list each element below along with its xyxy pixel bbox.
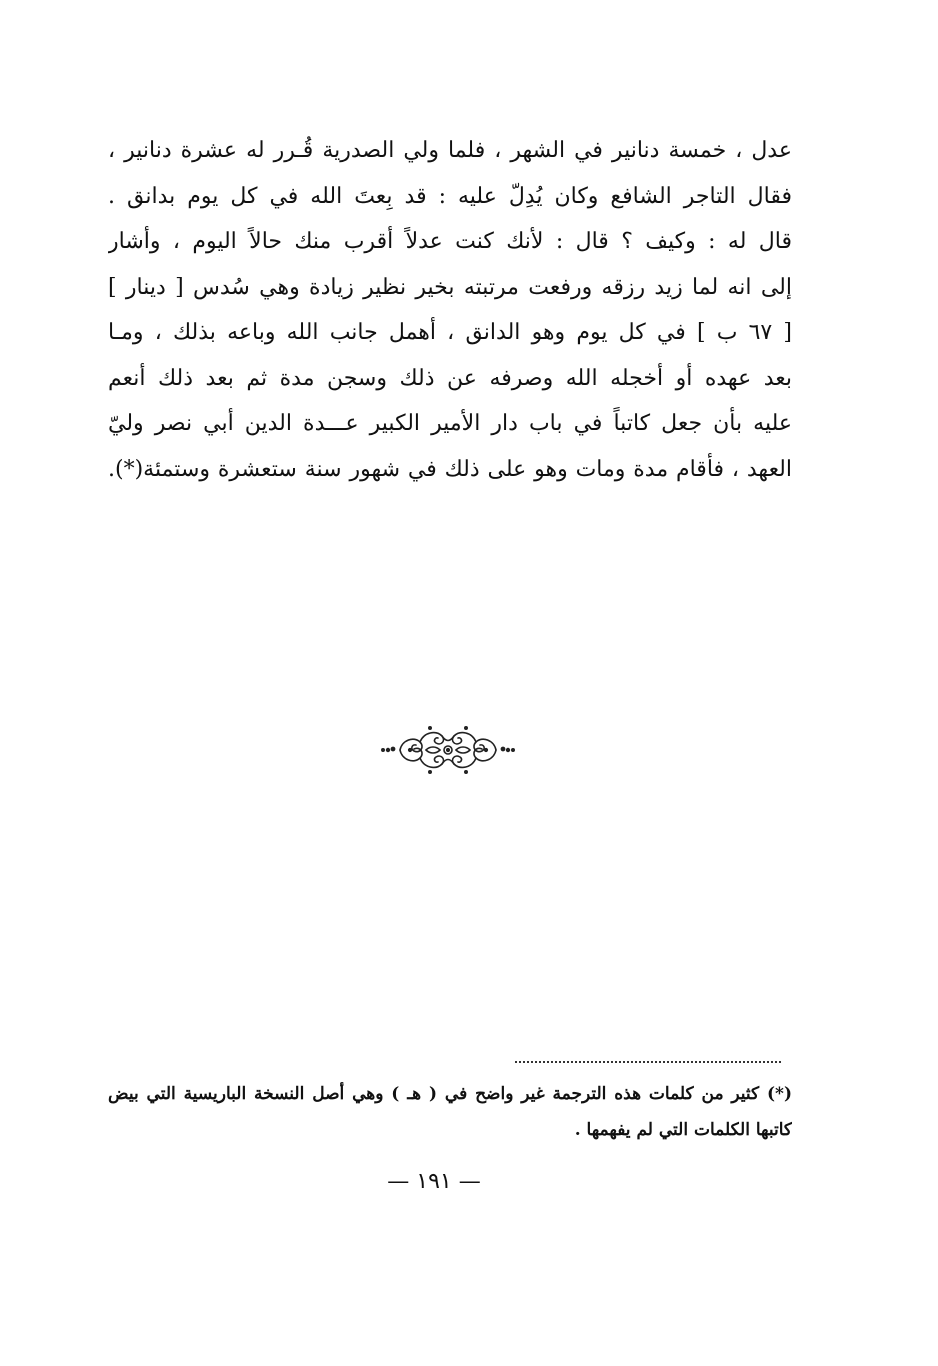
footnote-separator	[515, 1061, 781, 1063]
body-line: [ ٦٧ ب ] في كل يوم وهو الدانق ، أهمل جانب الله وباعه بذلك ، ومـا	[108, 320, 792, 345]
body-text	[108, 128, 792, 492]
footnote	[108, 1076, 792, 1148]
floral-ornament-icon	[380, 722, 516, 778]
body-line: قال له : وكيف ؟ قال : لأنك كنت عدلاً أقرب منك حالاً اليوم ، وأشار	[108, 229, 792, 254]
body-line: عدل ، خمسة دنانير في الشهر ، فلما ولي الصدرية قُـرر له عشرة دنانير ،	[108, 138, 792, 163]
body-line: بعد عهده أو أخجله الله وصرفه عن ذلك وسجن مدة ثم بعد ذلك أنعم	[108, 365, 792, 391]
footnote-line: كاتبها الكلمات التي لم يفهمها .	[574, 1120, 792, 1140]
page-number: — ١٩١ —	[387, 1169, 481, 1194]
body-line: العهد ، فأقام مدة ومات وهو على ذلك في شهور سنة ستعشرة وستمئة(*).	[108, 456, 792, 482]
body-line: فقال التاجر الشافع وكان يُدِلّ عليه : قد بِعتَ الله في كل يوم بدانق .	[108, 183, 792, 209]
body-line: إلى انه لما زيد رزقه ورفعت مرتبته بخير نظير زيادة وهي سُدس [ دينار ]	[108, 274, 792, 300]
footnote-line: (*) كثير من كلمات هذه الترجمة غير واضح في ( هـ ) وهي أصل النسخة الباريسية التي بيض	[108, 1084, 792, 1104]
body-line: عليه بأن جعل كاتباً في باب دار الأمير الكبير عـــدة الدين أبي نصر وليّ	[108, 411, 792, 436]
